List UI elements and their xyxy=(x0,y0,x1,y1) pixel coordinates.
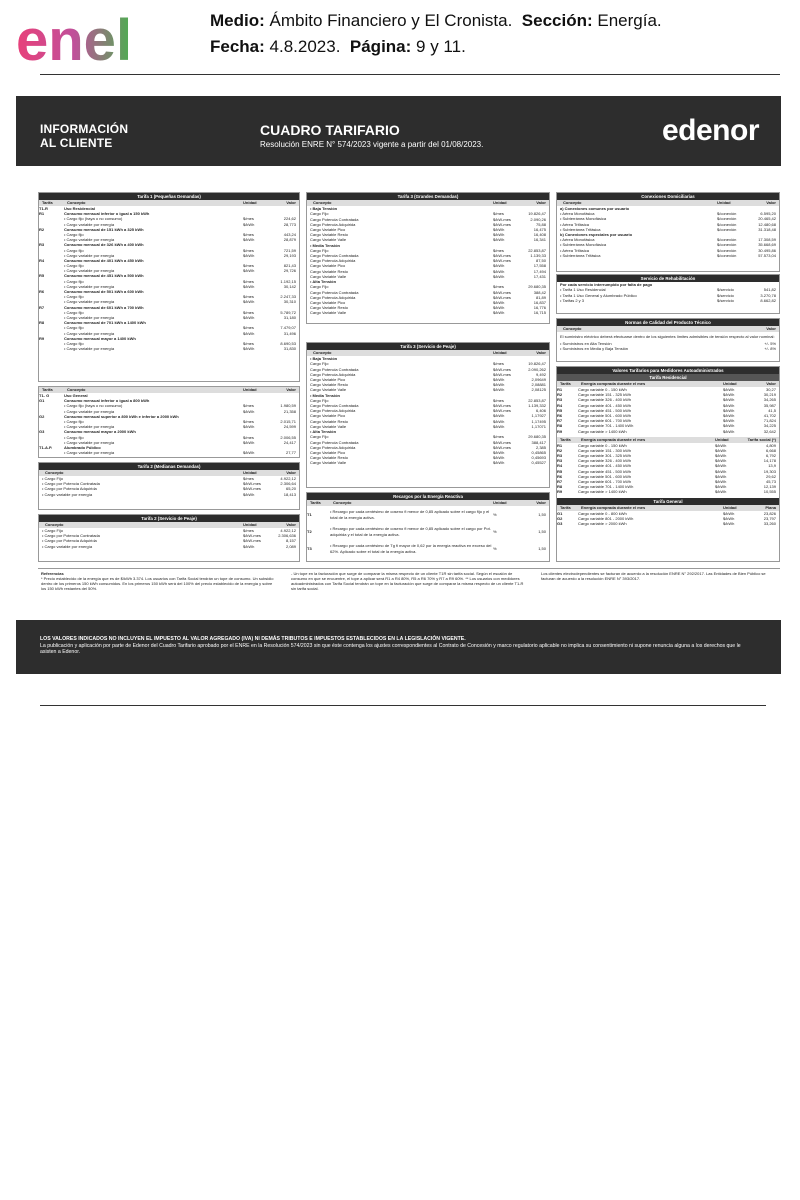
tarifa-2-title: Tarifa 2 (Medianas Demandas) xyxy=(39,463,299,470)
table-row: R8 Cargo variable 701 - 1400 kWh $/kWh 34,225 xyxy=(557,423,776,429)
calidad-lead: El suministro eléctrico deberá efectuarse dentro de los siguientes límites admisibles de tensión respecto al valor nominal: xyxy=(560,334,775,339)
tarifa-2-rows xyxy=(39,476,299,497)
table-row: • Cargo fijo $/mes 721,59 xyxy=(64,247,296,253)
table-row: Cargo Variable Resto $/kWh 0,45693 xyxy=(310,455,546,461)
section-heading: • Alta Tensión xyxy=(310,429,337,435)
table-row: • Aérea Trifásica $/conexión 30.495,86 xyxy=(560,247,776,253)
rehabilitacion-lead: Por cada servicio interrumpido por falta de pago xyxy=(560,282,653,287)
table-row: Cargo Fijo $/mes 22.853,87 xyxy=(310,397,546,403)
table-row: R9 Cargo variable > 1400 kWh $/kWh 32,642 xyxy=(557,428,776,434)
table-row: R3 Consumo mensual de 326 kWh a 400 kWh xyxy=(39,242,144,248)
clip-meta: Medio: Ámbito Financiero y El Cronista. Sección: Energía. Fecha: 4.8.2023. Página: 9 y 11. xyxy=(210,11,662,56)
table-row: Cargo Potencia Contratada $/kW-mes 388,417 xyxy=(310,439,546,445)
conexiones-title: Conexiones Domiciliarias xyxy=(557,193,779,200)
table-row: • Cargo por Potencia Adquirida $/kW-mes 65,20 xyxy=(42,486,296,492)
table-row: Cargo Variable Valle $/kWh 1,17071 xyxy=(310,423,546,429)
table-row: Cargo Fijo $/mes 19.826,47 xyxy=(310,211,546,217)
table-row: T1- G Uso General xyxy=(39,393,88,398)
section-heading: • Baja Tensión xyxy=(310,206,338,211)
table-row: • Cargo variable por energía $/kWh 31,830 xyxy=(64,346,296,352)
section-heading: • Media Tensión xyxy=(310,242,340,248)
table-row: Cargo Potencia Contratada $/kW-mes 2.090,262 xyxy=(310,366,546,372)
table-row: • Cargo por Potencia Contratada $/kW-mes 2.306,64 xyxy=(42,481,296,487)
table-row: • Tarifa 1 Uso Residencial $/servicio 541,82 xyxy=(560,287,776,293)
table-row: R4 Consumo mensual de 401 kWh a 450 kWh xyxy=(39,257,144,263)
table-row: Cargo Variable Pico $/kWh 16,475 xyxy=(310,226,546,232)
table-row: Cargo Variable Resto $/kWh 17,494 xyxy=(310,268,546,274)
table-row: • Cargo fijo $/mes 8.690,53 xyxy=(64,340,296,346)
table-row: Cargo Potencia Contratada $/kW-mes 1.139,332 xyxy=(310,403,546,409)
conexiones-box: Conexiones Domiciliarias Concepto Unidad Valor a) Conexiones comunes por usuario • Aérea Monofásica $/conexión 6.595,20 • Subterránea Monofásica $/conexión 20.465,42 • Aérea Trifásica $/conexión 12.480,68 • Subterránea Trifásica $/conexión 31.318,48 b) Conexiones especiales por usuario • Aérea Monofásica $/conexión 17.308,59 • Subterránea Monofásica $/conexión 35.668,69 • Aérea Trifásica $/conexión 30.495,86 • Subterránea Trifásica $/conexión 57.573,04 xyxy=(556,192,780,272)
table-row: R8 Consumo mensual de 701 kWh a 1400 kWh xyxy=(39,320,146,326)
tarifa-general-rows xyxy=(557,511,779,527)
table-row: Cargo Variable Valle $/kWh 0,45527 xyxy=(310,460,546,466)
table-row: G1 Cargo variable 0 - 800 kWh $/kWh 23,826 xyxy=(557,510,776,516)
table-row: Cargo Variable Resto $/kWh 16,776 xyxy=(310,305,546,311)
tariff-sheet xyxy=(36,190,781,600)
tarifa-3-title: Tarifa 3 (Grandes Demandas) xyxy=(307,193,549,200)
table-row: R3 Cargo variable 326 - 400 kWh $/kWh 14,178 xyxy=(557,458,776,464)
table-row: • Cargo fijo $/mes 443,24 xyxy=(64,231,296,237)
table-row: R2 Cargo variable 151 - 325 kWh $/kWh 30,219 xyxy=(557,392,776,398)
tariff-banner xyxy=(16,96,781,166)
table-row: • Cargo variable por energía $/kWh 28,773 xyxy=(64,221,296,227)
table-row: • Cargo fijo (haya o no consumo) $/mes 224,62 xyxy=(64,216,296,222)
table-row: • Cargo variable por energía $/kWh 30,142 xyxy=(64,283,296,289)
tarifa-3-box: Tarifa 3 (Grandes Demandas) Concepto Unidad Valor • Baja Tensión Cargo Fijo $/mes 19.826,47 Cargo Potencia Contratada $/kW-mes 2.090,26 Cargo Potencia Adquirida $/kW-mes 75,88 Cargo Variable Pico $/kWh 16,475 Cargo Variable Resto $/kWh 16,408 Cargo Variable Valle $/kWh 16,341 • Media Tensión Cargo Fijo $/mes 22.853,87 Cargo Potencia Contratada $/kW-mes 1.139,33 Cargo Potencia Adquirida $/kW-mes 87,50 Cargo Variable Pico $/kWh 17,558 Cargo Variable Resto $/kWh 17,494 Cargo Variable Valle $/kWh 17,431 • Alta Tensión Cargo Fijo $/mes 29.680,35 Cargo Potencia Contratada $/kW-mes 388,42 Cargo Potencia Adquirida $/kW-mes 81,89 Cargo Variable Pico $/kWh 16,837 Cargo Variable Resto $/kWh 16,776 Cargo Variable Valle $/kWh 16,715 xyxy=(306,192,550,324)
table-row: • Cargo fijo $/mes 7.479,07 xyxy=(64,325,296,331)
tarifa-2-peaje-box: Tarifa 2 (Servicio de Peaje) Concepto Unidad Valor • Cargo Fijo $/mes 4.922,12 • Cargo por Potencia Contratada $/kW-mes 2.306,636 • Cargo por Potencia Adquirida $/kW-mes 8,157 • Cargo variable por energía $/kWh 2,089 xyxy=(38,514,300,562)
table-row: • Cargo fijo $/mes 2.247,33 xyxy=(64,294,296,300)
tarifa-3-peaje-box: Tarifa 3 (Servicio de Peaje) Concepto Unidad Valor • Baja Tensión Cargo Fijo $/mes 19.826,47 Cargo Potencia Contratada $/kW-mes 2.090,262 Cargo Potencia Adquirida $/kW-mes 9,492 Cargo Variable Pico $/kWh 2,09649 Cargo Variable Resto $/kWh 2,08881 Cargo Variable Valle $/kWh 2,08125 • Media Tensión Cargo Fijo $/mes 22.853,87 Cargo Potencia Contratada $/kW-mes 1.139,332 Cargo Potencia Adquirida $/kW-mes 6,406 Cargo Variable Pico $/kWh 1,17927 Cargo Variable Resto $/kWh 1,17495 Cargo Variable Valle $/kWh 1,17071 • Alta Tensión Cargo Fijo $/mes 29.680,35 Cargo Potencia Contratada $/kW-mes 388,417 Cargo Potencia Adquirida $/kW-mes 2,385 Cargo Variable Pico $/kWh 0,45865 Cargo Variable Resto $/kWh 0,45693 Cargo Variable Valle $/kWh 0,45527 xyxy=(306,342,550,488)
referencias: Referencias * Precio establecido de la energía que es de $/kWh 3.374. Los usuarios con Tarifa Social tendrán un tope de consumo. Un subsidio dentro de los primeros 150 kWh consumidos. En los primeros 150 kWh será del 100% del precio establecido de la energía y sobre los 150 kWh restantes del 50%. - Un tope en la facturación que surge de comparar la misma respecto de un cliente T1R sin tarifa social. Según el escalón de consumo en que se encuentre, el tope a aplicar será R1 a R4 80%, R5 a R6 70% y R7 a R9 60%. ** Los usuarios con medidores autoadministrados con Tarifa Social tendrán un tope en la facturación que surge de comparar la misma respecto de un cliente T1-R sin tarifa social. Los clientes electrodependientes se facturan de acuerdo a la resolución ENRE N° 292/2017. Las Entidades de Bien Público se facturan de acuerdo a la resolución ENRE N° 393/2017. xyxy=(38,568,780,598)
tarifa-1-title: Tarifa 1 (Pequeñas Demandas) xyxy=(39,193,299,200)
table-row: • Cargo fijo $/mes 2.015,71 xyxy=(64,418,296,424)
table-row: • Aérea Monofásica $/conexión 6.595,20 xyxy=(560,211,776,217)
table-row: • Suministros en Alta Tensión +/- 5% xyxy=(560,341,776,346)
bottom-divider xyxy=(40,705,766,706)
banner-title: CUADRO TARIFARIO Resolución ENRE N° 574/2023 vigente a partir del 01/08/2023. xyxy=(260,122,484,149)
section-heading: • Baja Tensión xyxy=(310,356,338,361)
autoadministrados-rows xyxy=(557,387,779,434)
table-row: • Cargo variable por energía $/kWh 2,089 xyxy=(42,543,296,549)
table-row: • Cargo variable por energía $/kWh 28,879 xyxy=(64,237,296,243)
table-row: R5 Cargo variable 451 - 500 kWh $/kWh 19,303 xyxy=(557,468,776,474)
table-row: G1 Consumo mensual inferior o igual a 800 kWh xyxy=(39,398,150,404)
table-row: Cargo Potencia Contratada $/kW-mes 2.090,26 xyxy=(310,216,546,222)
table-row: • Cargo variable por energía $/kWh 31,496 xyxy=(64,330,296,336)
table-row: R9 Cargo variable > 1400 kWh $/kWh 10,555 xyxy=(557,489,776,495)
table-row: Cargo Fijo $/mes 22.853,87 xyxy=(310,247,546,253)
table-row: Cargo Variable Resto $/kWh 1,17495 xyxy=(310,418,546,424)
tarifa-social-rows xyxy=(557,443,779,495)
table-row: Cargo Potencia Contratada $/kW-mes 1.139,33 xyxy=(310,253,546,259)
table-row: • Cargo fijo $/mes 2.006,55 xyxy=(64,434,296,440)
table-row: • Cargo por Potencia Contratada $/kW-mes 2.306,636 xyxy=(42,533,296,539)
section-heading: • Alta Tensión xyxy=(310,279,337,285)
table-row: • Subterránea Trifásica $/conexión 31.318,48 xyxy=(560,226,776,232)
table-row: G2 Consumo mensual superior a 800 kWh e inferior a 2000 kWh xyxy=(39,413,179,419)
table-row: • Cargo fijo $/mes 821,43 xyxy=(64,263,296,269)
table-row: • Subterránea Monofásica $/conexión 20.465,42 xyxy=(560,216,776,222)
table-row: • Tarifa 1 Uso General y Alumbrado Público $/servicio 3.270,78 xyxy=(560,292,776,298)
table-row: Cargo Potencia Adquirida $/kW-mes 87,50 xyxy=(310,258,546,264)
info-label: INFORMACIÓN AL CLIENTE xyxy=(40,122,129,150)
table-row: • Aérea Trifásica $/conexión 12.480,68 xyxy=(560,221,776,227)
table-row: Cargo Variable Valle $/kWh 16,341 xyxy=(310,237,546,243)
table-row: • Tarifas 2 y 3 $/servicio 8.662,82 xyxy=(560,297,776,303)
table-row: Cargo Potencia Adquirida $/kW-mes 6,406 xyxy=(310,408,546,414)
tarifa-1-box xyxy=(38,192,300,382)
clip-header xyxy=(0,0,800,78)
table-row: • Cargo variable por energía $/kWh 27,77 xyxy=(64,450,296,456)
edenor-logo: edenor xyxy=(661,114,759,147)
table-row: R6 Cargo variable 501 - 600 kWh $/kWh 29,62 xyxy=(557,473,776,479)
logo-text: enel xyxy=(16,8,133,70)
table-row: • Cargo fijo $/mes 1.192,15 xyxy=(64,278,296,284)
tarifa-1g-box xyxy=(38,386,300,458)
table-row: T2 • Recargo por cada centésimo de coseno fi menor de 0,85 aplicado sobre el cargo por Pot. adquirida y el total de la energía activa. % 1,50 xyxy=(307,526,546,537)
rehabilitacion-title: Servicio de Rehabilitación xyxy=(557,275,779,282)
table-row: • Cargo variable por energía $/kWh 24,417 xyxy=(64,439,296,445)
table-row: Cargo Variable Resto $/kWh 16,408 xyxy=(310,232,546,238)
table-row: Cargo Potencia Contratada $/kW-mes 388,42 xyxy=(310,289,546,295)
table-row: R9 Consumo mensual mayor a 1400 kWh xyxy=(39,335,136,341)
tarifa-1-colheader: Tarifa Concepto Unidad Valor xyxy=(39,200,299,206)
table-row: R3 Cargo variable 326 - 400 kWh $/kWh 34,265 xyxy=(557,397,776,403)
table-row: Cargo Variable Pico $/kWh 0,45865 xyxy=(310,449,546,455)
table-row: G2 Cargo variable 801 - 2000 kWh $/kWh 23,797 xyxy=(557,515,776,521)
table-row: • Suministros en Media y Baja Tensión +/- 8% xyxy=(560,346,776,352)
table-row: a) Conexiones comunes por usuario xyxy=(560,206,630,211)
table-row: • Cargo variable por energía $/kWh 29,726 xyxy=(64,268,296,274)
reactiva-rows xyxy=(307,506,549,557)
rehabilitacion-box xyxy=(556,274,780,314)
table-row: • Cargo variable por energía $/kWh 18,413 xyxy=(42,491,296,497)
table-row: Cargo Fijo $/mes 29.680,35 xyxy=(310,434,546,440)
table-row: • Cargo fijo (haya o no consumo) $/mes 1.980,59 xyxy=(64,403,296,409)
autoadministrados-box: Valores Tarifarios para Medidores Autoadministrados Tarifa Residencial Tarifa Energía comprada durante el mes Unidad Valor R1 Cargo variable 0 - 150 kWh $/kWh 30,27 R2 Cargo variable 151 - 325 kWh $/kWh 30,219 R3 Cargo variable 326 - 400 kWh $/kWh 34,265 R4 Cargo variable 401 - 450 kWh $/kWh 35,987 R5 Cargo variable 451 - 500 kWh $/kWh 41,5 R6 Cargo variable 501 - 600 kWh $/kWh 41,702 R7 Cargo variable 601 - 700 kWh $/kWh 71,824 R8 Cargo variable 701 - 1400 kWh $/kWh 34,225 R9 Cargo variable > 1400 kWh $/kWh 32,642 Tarifa Energía comprada durante el mes Unidad Tarifa social (*) R1 Cargo variable 0 - 150 kWh $/kWh 4,809 R2 Cargo variable 151 - 300 kWh $/kWh 6,668 R3 Cargo variable 301 - 325 kWh $/kWh 6,792 R3 Cargo variable 326 - 400 kWh $/kWh 14,178 R4 Cargo variable 401 - 450 kWh $/kWh 13,9 R5 Cargo variable 451 - 500 kWh $/kWh 19,303 R6 Cargo variable 501 - 600 kWh $/kWh 29,62 R7 Cargo variable 601 - 700 kWh $/kWh 45,73 R8 Cargo variable 701 - 1400 kWh $/kWh 12,139 R9 Cargo variable > 1400 kWh $/kWh 10,555 Tarifa General Tarifa Energía comprada durante el mes Unidad Plana G1 Cargo variable 0 - 800 kWh $/kWh 23,826 G2 Cargo variable 801 - 2000 kWh $/kWh 23,797 G3 Cargo variable > 2000 kWh $/kWh 33,260 xyxy=(556,366,780,562)
table-row: G3 Cargo variable > 2000 kWh $/kWh 33,260 xyxy=(557,520,776,526)
table-row: • Aérea Monofásica $/conexión 17.308,59 xyxy=(560,237,776,243)
table-row: R3 Cargo variable 301 - 325 kWh $/kWh 6,792 xyxy=(557,453,776,459)
reactiva-box: Recargos por la Energía Reactiva Tarifa Concepto Unidad Valor T1 • Recargo por cada centésimo de coseno fi menor de 0,85 aplicado sobre el cargo fijo y el total de la energía activa. % 1,50 T2 • Recargo por cada centésimo de coseno fi menor de 0,85 aplicado sobre el cargo por Pot. adquirida y el total de la energía activa. % 1,50 T3 • Recargo por cada centésimo de Tg fi mayor de 0,62 por la energía reactiva en exceso del 62%. Aplicado sobre el total de la energía activa. % 1,50 xyxy=(306,492,550,562)
tarifa-2-peaje-rows xyxy=(39,528,299,549)
table-row: • Cargo variable por energía $/kWh 30,310 xyxy=(64,299,296,305)
tarifa-2-box: Tarifa 2 (Medianas Demandas) Concepto Unidad Valor • Cargo Fijo $/mes 4.922,12 • Cargo por Potencia Contratada $/kW-mes 2.306,64 • Cargo por Potencia Adquirida $/kW-mes 65,20 • Cargo variable por energía $/kWh 18,413 xyxy=(38,462,300,510)
table-row: R1 Cargo variable 0 - 150 kWh $/kWh 4,809 xyxy=(557,442,776,448)
table-row: • Cargo Fijo $/mes 4.922,12 xyxy=(42,528,296,533)
table-row: Cargo Potencia Adquirida $/kW-mes 81,89 xyxy=(310,294,546,300)
table-row: R1 Cargo variable 0 - 150 kWh $/kWh 30,27 xyxy=(557,387,776,392)
iva-notice xyxy=(16,620,781,674)
table-row: • Cargo variable por energía $/kWh 24,599 xyxy=(64,424,296,430)
tarifa-1-rows xyxy=(39,206,299,351)
calidad-box: Normas de Calidad del Producto Técnico Concepto Valor El suministro eléctrico deberá efectuarse dentro de los siguientes límites admisibles de tensión respecto al valor nominal: • Suministros en Alta Tensión +/- 5% • Suministros en Media y Baja Tensión +/- 8% xyxy=(556,318,780,362)
table-row: T1 • Recargo por cada centésimo de coseno fi menor de 0,85 aplicado sobre el cargo fijo y el total de la energía activa. % 1,50 xyxy=(307,509,546,520)
tarifa-residencial-title: Tarifa Residencial xyxy=(557,374,779,381)
table-row: Cargo Variable Pico $/kWh 16,837 xyxy=(310,299,546,305)
calidad-rows xyxy=(557,341,779,351)
table-row: T1-A.P. Alumbrado Público xyxy=(39,444,101,450)
table-row: R5 Cargo variable 451 - 500 kWh $/kWh 41,5 xyxy=(557,407,776,413)
table-row: Cargo Potencia Adquirida $/kW-mes 75,88 xyxy=(310,221,546,227)
tarifa-2-peaje-title: Tarifa 2 (Servicio de Peaje) xyxy=(39,515,299,522)
table-row: R2 Consumo mensual de 151 kWh a 325 kWh xyxy=(39,226,144,232)
table-row: • Subterránea Trifásica $/conexión 57.573,04 xyxy=(560,252,776,258)
table-row: R8 Cargo variable 701 - 1400 kWh $/kWh 12,139 xyxy=(557,484,776,490)
iva-notice-body: La publicación y aplicación por parte de Edenor del Cuadro Tarifario aprobado por el ENRE en la Resolución 574/2023 sin que éste contenga los ajustes correspondientes al Contrato de Concesión y marco regulatorio aplicable no implica su consentimiento ni supone renuncia alguna a los derechos que le asisten a Edenor. xyxy=(40,642,741,656)
conexiones-rows xyxy=(557,206,779,258)
table-row: R7 Cargo variable 601 - 700 kWh $/kWh 71,824 xyxy=(557,418,776,424)
table-row: • Cargo por Potencia Adquirida $/kW-mes 8,157 xyxy=(42,538,296,544)
section-heading: • Media Tensión xyxy=(310,392,340,398)
table-row: R6 Cargo variable 501 - 600 kWh $/kWh 41,702 xyxy=(557,412,776,418)
tarifa-1g-rows xyxy=(39,393,299,455)
table-row: Cargo Potencia Adquirida $/kW-mes 2,385 xyxy=(310,444,546,450)
table-row: Cargo Variable Valle $/kWh 2,08125 xyxy=(310,387,546,393)
table-row: • Cargo Fijo $/mes 4.922,12 xyxy=(42,476,296,481)
table-row: R4 Cargo variable 401 - 450 kWh $/kWh 35,987 xyxy=(557,402,776,408)
calidad-title: Normas de Calidad del Producto Técnico xyxy=(557,319,779,326)
table-row: R6 Consumo mensual de 501 kWh a 600 kWh xyxy=(39,289,144,294)
table-row: • Cargo variable por energía $/kWh 31,180 xyxy=(64,314,296,320)
table-row: T3 • Recargo por cada centésimo de Tg fi mayor de 0,62 por la energía reactiva en exceso del 62%. Aplicado sobre el total de la energía activa. % 1,50 xyxy=(307,543,546,554)
table-row: Cargo Fijo $/mes 29.680,35 xyxy=(310,284,546,290)
rehabilitacion-rows xyxy=(557,287,779,303)
table-row: • Cargo variable por energía $/kWh 21,358 xyxy=(64,408,296,414)
table-row: Cargo Variable Pico $/kWh 2,09649 xyxy=(310,376,546,382)
table-row: R7 Cargo variable 601 - 700 kWh $/kWh 45,73 xyxy=(557,479,776,484)
table-row: Cargo Variable Resto $/kWh 2,08881 xyxy=(310,382,546,388)
iva-notice-title: LOS VALORES INDICADOS NO INCLUYEN EL IMPUESTO AL VALOR AGREGADO (IVA) NI DEMÁS TRIBUTOS E IMPUESTOS ESTABLECIDOS EN LA LEGISLACIÓN VIGENTE. xyxy=(40,636,466,642)
tarifa-1g-colheader: Tarifa Concepto Unidad Valor xyxy=(39,387,299,393)
autoadministrados-title: Valores Tarifarios para Medidores Autoadministrados xyxy=(557,367,779,374)
tarifa-3-peaje-title: Tarifa 3 (Servicio de Peaje) xyxy=(307,343,549,350)
tarifa-3-peaje-rows xyxy=(307,356,549,466)
reactiva-title: Recargos por la Energía Reactiva xyxy=(307,493,549,500)
table-row: Cargo Variable Pico $/kWh 1,17927 xyxy=(310,413,546,419)
table-row: R7 Consumo mensual de 601 kWh a 700 kWh xyxy=(39,304,144,310)
table-row: Cargo Variable Valle $/kWh 17,431 xyxy=(310,273,546,279)
table-row: Cargo Variable Pico $/kWh 17,558 xyxy=(310,263,546,269)
enel-logo xyxy=(16,6,186,70)
tarifa-3-rows xyxy=(307,206,549,316)
table-row: R5 Consumo mensual de 451 kWh a 500 kWh xyxy=(39,273,144,279)
table-row: Cargo Fijo $/mes 19.826,47 xyxy=(310,361,546,367)
table-row: • Subterránea Monofásica $/conexión 35.668,69 xyxy=(560,242,776,248)
table-row: T1-R Uso Residencial xyxy=(39,206,95,211)
table-row: R4 Cargo variable 401 - 450 kWh $/kWh 13,9 xyxy=(557,463,776,469)
table-row: G3 Consumo mensual mayor a 2000 kWh xyxy=(39,429,136,435)
table-row: Cargo Variable Valle $/kWh 16,715 xyxy=(310,310,546,316)
table-row: • Cargo variable por energía $/kWh 29,193 xyxy=(64,252,296,258)
table-row: • Cargo fijo $/mes 5.789,72 xyxy=(64,309,296,315)
header-divider xyxy=(40,74,780,75)
table-row: R2 Cargo variable 151 - 300 kWh $/kWh 6,668 xyxy=(557,447,776,453)
table-row: R1 Consumo mensual inferior o igual a 150 kWh xyxy=(39,211,150,217)
table-row: b) Conexiones especiales por usuario xyxy=(560,231,633,237)
tarifa-general-title: Tarifa General xyxy=(557,498,779,505)
table-row: Cargo Potencia Adquirida $/kW-mes 9,492 xyxy=(310,371,546,377)
